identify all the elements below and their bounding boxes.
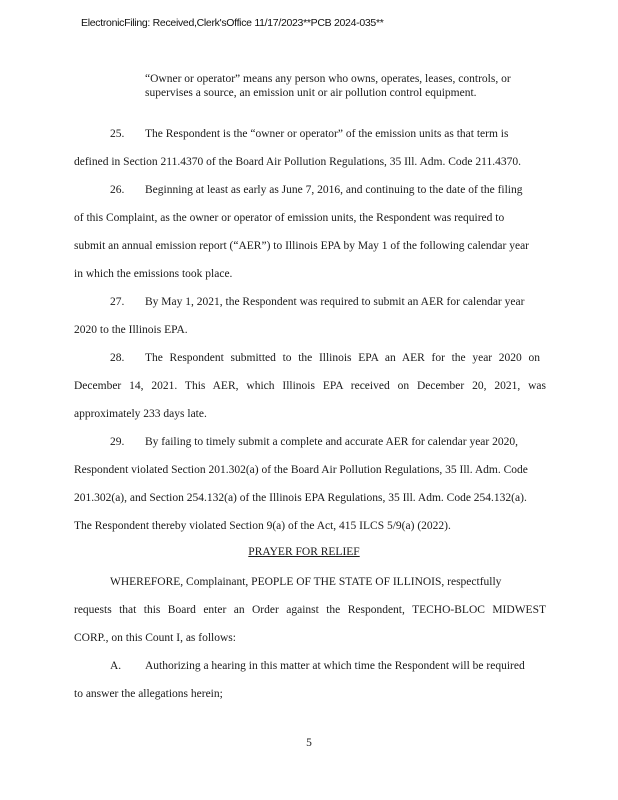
paragraph-27-line: 2020 to the Illinois EPA. (74, 324, 188, 336)
paragraph-26-line: submit an annual emission report (“AER”) to Illinois EPA by May 1 of the following calendar year (74, 240, 530, 252)
relief-item-letter: A. (110, 660, 122, 672)
page-number: 5 (306, 737, 312, 749)
paragraph-27-first-line (110, 296, 524, 308)
paragraph-29-line: The Respondent thereby violated Section 9(a) of the Act, 415 ILCS 5/9(a) (2022). (74, 520, 451, 532)
paragraph-25-line: defined in Section 211.4370 of the Board Air Pollution Regulations, 35 Ill. Adm. Code 211.4370. (74, 156, 521, 168)
paragraph-number: 26. (110, 184, 125, 196)
paragraph-29-first-line (110, 436, 518, 448)
paragraph-26-line: of this Complaint, as the owner or operator of emission units, the Respondent was required to (74, 212, 505, 224)
paragraph-29-line: Respondent violated Section 201.302(a) of the Board Air Pollution Regulations, 35 Ill. Adm. Code (74, 464, 528, 476)
paragraph-number: 27. (110, 296, 125, 308)
paragraph-28-line: December 14, 2021. This AER, which Illinois EPA received on December 20, 2021, was (74, 380, 546, 392)
prayer-line: CORP., on this Count I, as follows: (74, 632, 236, 644)
prayer-for-relief-heading (0, 546, 618, 558)
paragraph-28-first-line (110, 352, 540, 364)
paragraph-number: 25. (110, 128, 125, 140)
prayer-line: requests that this Board enter an Order against the Respondent, TECHO-BLOC MIDWEST (74, 604, 546, 616)
paragraph-text: By failing to timely submit a complete and accurate AER for calendar year 2020, (145, 436, 518, 448)
paragraph-28-line: approximately 233 days late. (74, 408, 207, 420)
paragraph-number: 28. (110, 352, 125, 364)
paragraph-text: The Respondent is the “owner or operator” of the emission units as that term is (145, 128, 509, 140)
paragraph-26-line: in which the emissions took place. (74, 268, 233, 280)
paragraph-text: The Respondent submitted to the Illinois EPA an AER for the year 2020 on (145, 352, 540, 364)
filing-stamp-header: ElectronicFiling: Received,Clerk'sOffice 11/17/2023**PCB 2024-035** (81, 17, 384, 29)
paragraph-text: Beginning at least as early as June 7, 2016, and continuing to the date of the filing (145, 184, 523, 196)
relief-item-text: Authorizing a hearing in this matter at which time the Respondent will be required (145, 660, 525, 672)
paragraph-26-first-line (110, 184, 523, 196)
relief-item-a-first-line (110, 660, 525, 672)
paragraph-number: 29. (110, 436, 125, 448)
owner-operator-definition: “Owner or operator” means any person who owns, operates, leases, controls, or supervises a source, an emission unit or air pollution control equipment. (145, 73, 511, 99)
section-heading-text: PRAYER FOR RELIEF (248, 546, 360, 558)
paragraph-29-line: 201.302(a), and Section 254.132(a) of the Illinois EPA Regulations, 35 Ill. Adm. Code 254.132(a). (74, 492, 527, 504)
relief-item-a-line: to answer the allegations herein; (74, 688, 223, 700)
paragraph-25-first-line (110, 128, 508, 140)
wherefore-line: WHEREFORE, Complainant, PEOPLE OF THE STATE OF ILLINOIS, respectfully (110, 576, 502, 588)
paragraph-text: By May 1, 2021, the Respondent was required to submit an AER for calendar year (145, 296, 525, 308)
